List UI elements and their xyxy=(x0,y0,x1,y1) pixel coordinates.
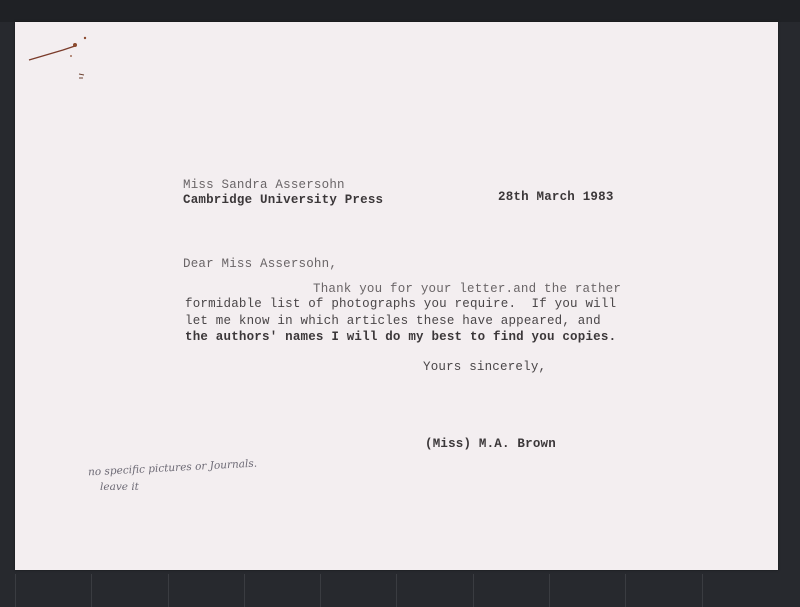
ink-stain-marks xyxy=(23,34,93,94)
closing: Yours sincerely, xyxy=(423,360,547,374)
scan-backdrop xyxy=(0,0,800,22)
recipient-name: Miss Sandra Assersohn xyxy=(183,178,345,192)
salutation: Dear Miss Assersohn, xyxy=(183,257,338,271)
body-line: formidable list of photographs you require. If you will xyxy=(185,297,617,311)
letter-date: 28th March 1983 xyxy=(498,190,614,204)
scan-scale-bar xyxy=(15,574,778,607)
signature-name: (Miss) M.A. Brown xyxy=(425,437,556,451)
handwritten-note-line: leave it xyxy=(100,481,139,493)
body-line: let me know in which articles these have appeared, and xyxy=(185,314,601,328)
body-line: Thank you for your letter.and the rather xyxy=(313,282,622,296)
recipient-organization: Cambridge University Press xyxy=(183,193,384,207)
body-line: the authors' names I will do my best to find you copies. xyxy=(185,330,617,344)
handwritten-note-line: no specific pictures or Journals. xyxy=(87,457,258,479)
